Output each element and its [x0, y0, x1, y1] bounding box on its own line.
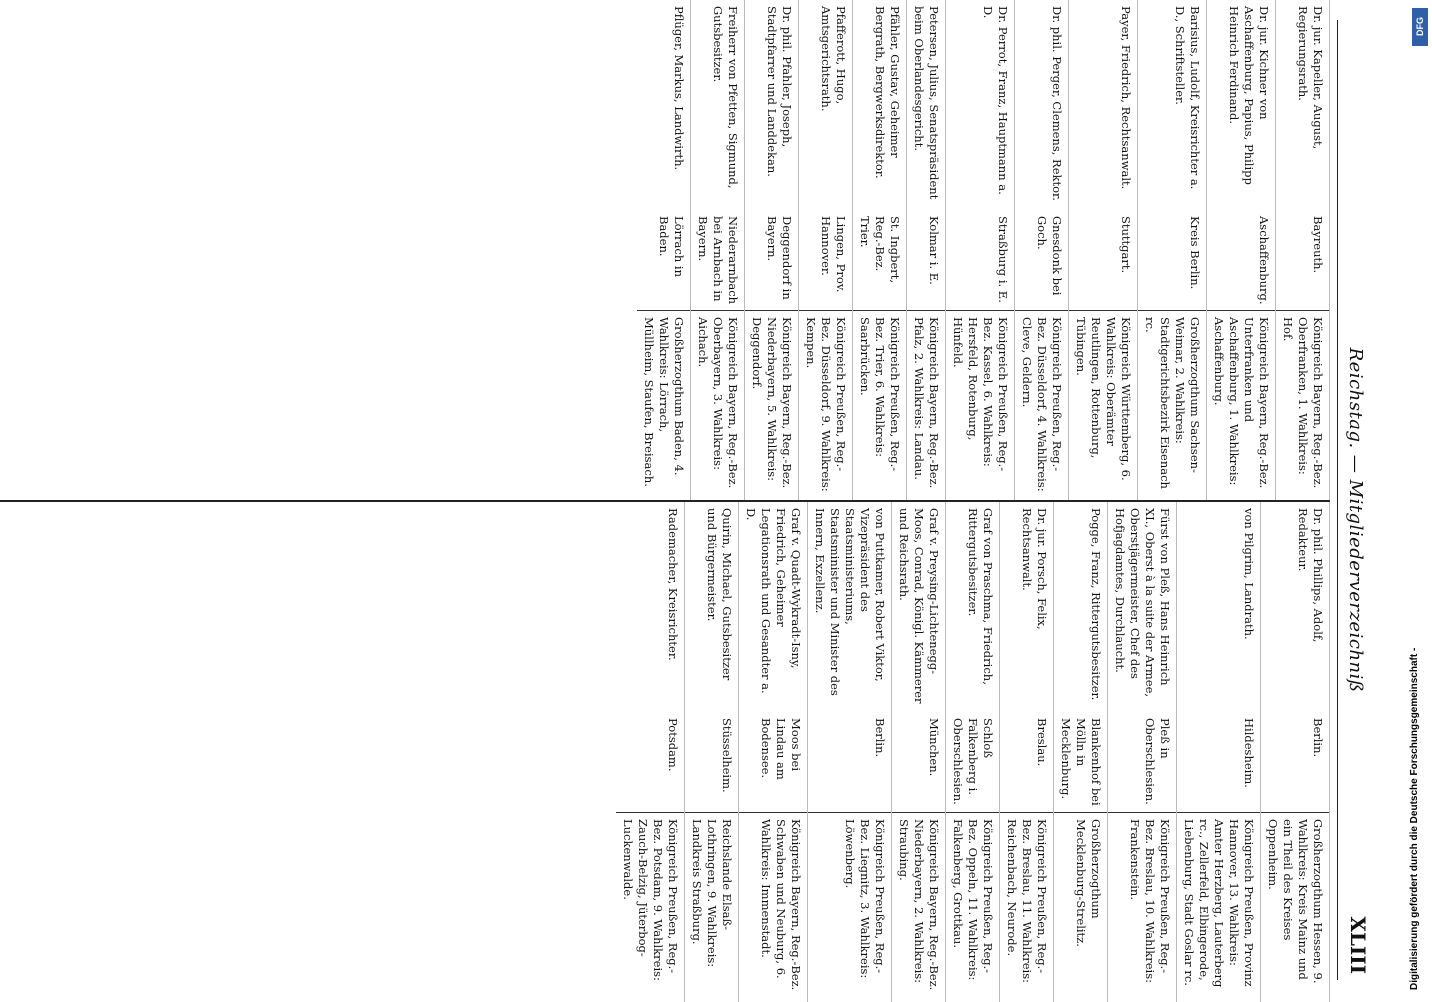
member-residence: Niederarnbach bei Arnbach in Bayern. [696, 216, 740, 305]
member-electoral-district: Großherzogthum Sachsen-Weimar, 2. Wahlkreis: Stadtgerichtsbezirk Eisenach rc. [1138, 310, 1206, 500]
member-electoral-district: Reichslande Elsaß-Lothringen, 9. Wahlkreis: Landkreis Straßburg. [685, 812, 738, 1002]
member-name: Dr. jur. Porsch, Felix, Rechtsanwalt. [1020, 508, 1049, 630]
member-row [691, 0, 745, 500]
member-electoral-district: Königreich Bayern, Reg.-Bez. Oberfranken, 1. Wahlkreis: Hof. [1276, 310, 1329, 500]
member-residence: Stüsselheim. [720, 718, 734, 793]
member-residence: Kolmar i. E. [927, 216, 941, 285]
member-electoral-district: Königreich Bayern, Reg.-Bez. Niederbayern, 2. Wahlkreis: Straubing. [892, 812, 945, 1002]
member-residence: Lörrach in Baden. [657, 216, 686, 277]
member-row [946, 0, 1015, 500]
member-name: Dr. Perrot, Franz, Hauptmann a. D. [981, 6, 1010, 195]
member-name: von Pilgrim, Landrath. [1242, 508, 1256, 640]
member-row [1000, 502, 1054, 1002]
member-electoral-district: Königreich Preußen, Reg.-Bez. Düsseldorf, 4. Wahlkreis: Cleve, Geldern. [1015, 310, 1068, 500]
member-row [1108, 502, 1177, 1002]
member-row [745, 0, 799, 500]
member-name: Dr. phil. Perger, Clemens, Rektor. [1050, 6, 1064, 201]
member-name: Rademacher, Kreisrichter. [666, 508, 680, 661]
member-residence: Gnesdonk bei Goch. [1035, 216, 1064, 296]
member-row [1138, 0, 1207, 500]
member-residence: Berlin. [1311, 718, 1325, 758]
member-name: Freiherr von Pfetten, Sigmund, Gutsbesitzer. [711, 6, 740, 189]
page-title: Reichstag. — Mitgliederverzeichniß [1345, 347, 1366, 693]
member-residence: Stuttgart. [1119, 216, 1133, 274]
member-residence: Breslau. [1035, 718, 1049, 767]
member-electoral-district: Königreich Bayern, Reg.-Bez. Schwaben und Neuburg, 6. Wahlkreis: Immenstadt. [739, 812, 807, 1002]
member-electoral-district: Königreich Bayern, Reg.-Bez. Pfalz, 2. Wahlkreis: Landau. [907, 310, 945, 500]
member-residence: Blankenhof bei Mölln in Mecklenburg. [1059, 718, 1103, 806]
member-residence: Lingen, Prov. Hannover. [819, 216, 848, 293]
member-name: Pfafferott, Hugo, Amtsgerichtsrath. [819, 6, 848, 112]
member-name: Fürst von Pleß, Hans Heinrich XI., Oberst à la suite der Armee, Oberstjägermeister, Chef des Hofjagdamtes, Durchlaucht. [1113, 508, 1172, 698]
member-electoral-district: Königreich Preußen, Reg.-Bez. Trier, 6. Wahlkreis: Saarbrücken. [853, 310, 906, 500]
page-number: XLIII [1346, 916, 1370, 974]
member-name: Graf von Praschma, Friedrich, Rittergutsbesitzer. [966, 508, 995, 685]
member-row [616, 502, 685, 1002]
member-residence: Deggendorf in Bayern. [765, 216, 794, 300]
member-row [1207, 0, 1276, 500]
member-row [1177, 502, 1261, 1002]
dfg-logo: DFG [1412, 8, 1428, 46]
member-residence: Bayreuth. [1311, 216, 1325, 274]
member-row [637, 0, 691, 500]
member-electoral-district: Königreich Preußen, Reg.-Bez. Oppeln, 11. Wahlkreis: Falkenberg, Grottkau. [946, 812, 999, 1002]
member-row [739, 502, 808, 1002]
member-name: Quirin, Michael, Gutsbesitzer und Bürgermeister. [705, 508, 734, 681]
member-electoral-district: Königreich Preußen, Reg.-Bez. Kassel, 6. Wahlkreis: Hersfeld, Rotenburg, Hünfeld. [946, 310, 1014, 500]
member-residence: Kreis Berlin. [1188, 216, 1202, 290]
member-name: Dr. phil. Pfahler, Joseph, Stadtpfarrer und Landdekan. [765, 6, 794, 177]
member-residence: St. Ingbert, Reg.-Bez. Trier. [858, 216, 902, 284]
member-name: Payer, Friedrich, Rechtsanwalt. [1119, 6, 1133, 190]
member-residence: Berlin. [873, 718, 887, 758]
member-electoral-district: Königreich Preußen, Provinz Hannover, 13. Wahlkreis: Amter Herzberg, Lauterberg rc., Zellerfeld, Elbingerode, Liebenburg, Stadt Goslar rc. [1177, 812, 1260, 1002]
member-electoral-district: Königreich Bayern, Reg.-Bez. Unterfranken und Aschaffenburg, 1. Wahlkreis: Aschaffenburg. [1207, 310, 1275, 500]
member-name: Barisius, Ludolf, Kreisrichter a. D., Schriftsteller. [1173, 6, 1202, 190]
member-name: Dr. jur. Kichner von Aschaffenburg, Papius, Philipp Heinrich Ferdinand. [1227, 6, 1271, 185]
member-electoral-district: Großherzogthum Baden, 4. Wahlkreis: Lörrach, Müllheim, Staufen, Breisach. [637, 310, 690, 500]
member-row [1276, 0, 1330, 500]
member-electoral-district: Königreich Preußen, Reg.-Bez. Potsdam, 9. Wahlkreis: Zauch-Belzig, Jüterbog-Luckenwalde. [616, 812, 684, 1002]
member-row [685, 502, 739, 1002]
member-electoral-district: Königreich Bayern, Reg.-Bez. Oberbayern, 3. Wahlkreis: Aichach. [691, 310, 744, 500]
member-electoral-district: Königreich Preußen, Reg.-Bez. Breslau, 10. Wahlkreis: Frankenstein. [1108, 812, 1176, 1002]
member-electoral-district: Königreich Preußen, Reg.-Bez. Liegnitz, 3. Wahlkreis: Löwenberg. [808, 812, 891, 1002]
member-electoral-district: Königreich Württemberg, 6. Wahlkreis: Oberämter Reutlingen, Rottenburg, Tübingen. [1069, 310, 1137, 500]
member-residence: Pleß in Oberschlesien. [1143, 718, 1172, 805]
members-column-right [0, 500, 1330, 1002]
member-name: Petersen, Julius, Senatspräsident beim Oberlandesgericht. [912, 6, 941, 200]
member-residence: München. [927, 718, 941, 777]
member-row [1015, 0, 1069, 500]
member-residence: Moos bei Lindau am Bodensee. [759, 718, 803, 780]
member-electoral-district: Königreich Preußen, Reg.-Bez. Breslau, 11. Wahlkreis: Reichenbach, Neurode. [1000, 812, 1053, 1002]
member-row [799, 0, 853, 500]
dfg-sidebar [1406, 0, 1432, 1000]
member-residence: Hildesheim. [1242, 718, 1256, 788]
member-electoral-district: Großherzogthum Hessen, 9. Wahlkreis: Kreis Mainz und ein Theil des Kreises Oppenheim. [1261, 812, 1329, 1002]
page-header [1330, 0, 1380, 1000]
member-row [1261, 502, 1330, 1002]
member-name: Dr. jur. Kapeller, August, Regierungsrath. [1296, 6, 1325, 150]
member-name: Graf v. Quadt-Wykradt-Isny, Friedrich, Geheimer Legationsrath und Gesandter a. D. [744, 508, 803, 694]
member-row [1069, 0, 1138, 500]
dfg-credit-text: Digitalisierung gefördert durch die Deutsche Forschungsgemeinschaft - [1409, 647, 1420, 990]
member-residence: Aschaffenburg. [1257, 216, 1271, 305]
member-name: Graf v. Preysing-Lichtenegg-Moos, Conrad, Königl. Kämmerer und Reichsrath. [897, 508, 941, 704]
member-row [853, 0, 907, 500]
member-electoral-district: Königreich Preußen, Reg.-Bez. Düsseldorf, 9. Wahlkreis: Kempen. [799, 310, 852, 500]
member-residence: Schloß Falkenberg i. Oberschlesien. [951, 718, 995, 805]
member-electoral-district: Großherzogthum Mecklenburg-Strelitz. [1054, 812, 1107, 1002]
header-rule [1337, 20, 1338, 980]
member-electoral-district: Königreich Bayern, Reg.-Bez. Niederbayern, 5. Wahlkreis: Deggendorf. [745, 310, 798, 500]
member-residence: Straßburg i. E. [996, 216, 1010, 303]
member-name: Pfähler, Gustav, Geheimer Bergrath, Bergwerksdirektor. [873, 6, 902, 179]
member-row [892, 502, 946, 1002]
member-name: Pogge, Franz, Rittergutsbesitzer. [1089, 508, 1103, 701]
member-name: von Puttkamer, Robert Viktor, Vizepräsident des Staatsministeriums, Staatsminister und Minister des Innern, Exzellenz. [813, 508, 887, 696]
member-name: Pflüger, Markus, Landwirth. [672, 6, 686, 171]
member-row [907, 0, 946, 500]
members-column-left [0, 0, 1330, 500]
member-row [946, 502, 1000, 1002]
member-residence: Potsdam. [666, 718, 680, 772]
member-row [1054, 502, 1108, 1002]
member-row [808, 502, 892, 1002]
member-name: Dr. phil. Phillips, Adolf, Redakteur. [1296, 508, 1325, 643]
